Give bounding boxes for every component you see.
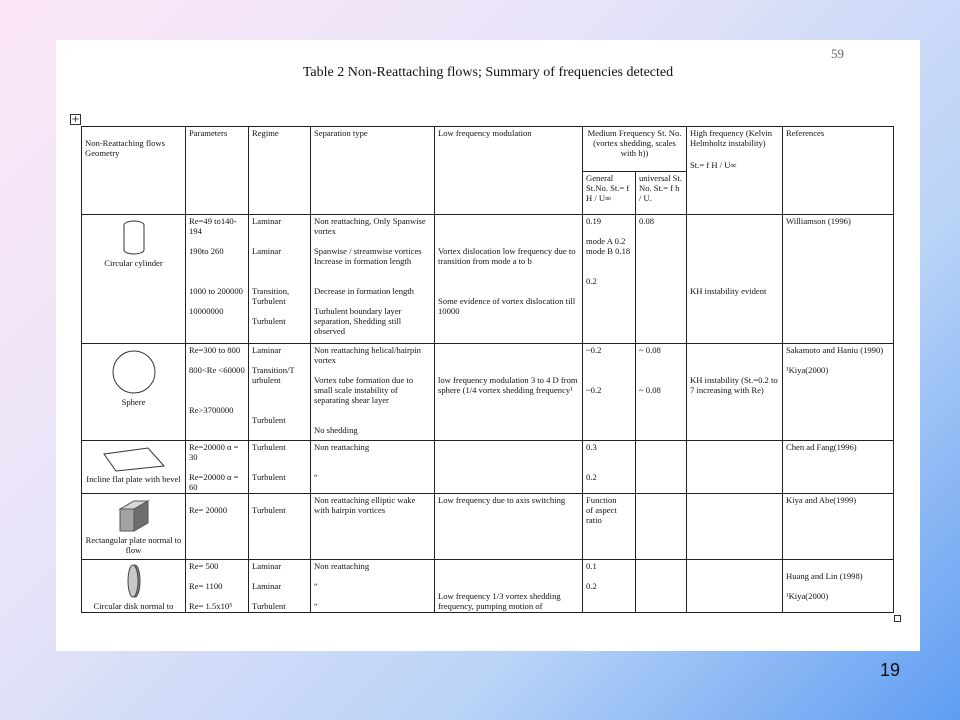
regime-cell: Laminar Laminar Turbulent [249, 560, 311, 613]
table-row [82, 215, 894, 344]
rectangular-plate-shape-icon [116, 499, 152, 533]
general-cell: 0.19 mode A 0.2 mode B 0.18 0.2 [583, 215, 636, 344]
disk-shape-icon [127, 563, 141, 599]
references-cell: Huang and Lin (1998) ¹Kiya(2000) [783, 560, 894, 613]
universal-cell [636, 560, 687, 613]
universal-cell: ~ 0.08 ~ 0.08 [636, 344, 687, 441]
header-parameters: Parameters [186, 127, 249, 215]
geometry-label: Circular cylinder [104, 258, 163, 268]
geometry-cell [82, 344, 186, 441]
references-cell: Chen ad Fang(1996) [783, 441, 894, 494]
geometry-cell [82, 494, 186, 560]
universal-cell [636, 494, 687, 560]
separation-cell: Non reattaching helical/hairpin vortex Vortex tube formation due to small scale instability of separating shear layer No shedding [311, 344, 435, 441]
high-freq-cell: KH instability evident [687, 215, 783, 344]
header-universal: universal St. No. St.= f h / U. [636, 172, 687, 215]
high-freq-cell [687, 560, 783, 613]
high-freq-cell [687, 494, 783, 560]
table-row [82, 344, 894, 441]
parameters-cell: Re= 20000 [186, 494, 249, 560]
low-freq-cell: Low frequency due to axis switching [435, 494, 583, 560]
general-cell: ~0.2 ~0.2 [583, 344, 636, 441]
high-freq-cell: KH instability (St.=0.2 to 7 increasing with Re) [687, 344, 783, 441]
table-resize-handle-icon[interactable] [894, 615, 901, 622]
references-cell: Kiya and Abe(1999) [783, 494, 894, 560]
header-low-freq: Low frequency modulation [435, 127, 583, 215]
low-freq-cell: Vortex dislocation low frequency due to transition from mode a to b Some evidence of vortex dislocation till 10000 [435, 215, 583, 344]
low-freq-cell [435, 441, 583, 494]
general-cell: 0.1 0.2 [583, 560, 636, 613]
regime-cell: Turbulent Turbulent [249, 441, 311, 494]
page-number: 59 [831, 46, 844, 61]
geometry-label: Circular disk normal to [93, 601, 174, 611]
header-medium-freq: Medium Frequency St. No. (vortex shedding, scales with h)) [583, 127, 687, 172]
header-row [82, 127, 894, 172]
high-freq-cell [687, 441, 783, 494]
header-high-freq: High frequency (Kelvin Helmholtz instability) St.= f H / U∞ [687, 127, 783, 215]
geometry-cell [82, 560, 186, 613]
parameters-cell: Re= 500 Re= 1100 Re= 1.5x10⁵ [186, 560, 249, 613]
regime-cell: Turbulent [249, 494, 311, 560]
references-cell: Williamson (1996) [783, 215, 894, 344]
separation-cell: Non reattaching “ “ [311, 560, 435, 613]
table-move-handle-icon[interactable]: + [71, 114, 80, 125]
frequency-table [81, 126, 894, 613]
sphere-shape-icon [111, 349, 157, 395]
parameters-cell: Re=20000 α = 30 Re=20000 α = 60 [186, 441, 249, 494]
table-row [82, 560, 894, 613]
slide-number: 19 [880, 660, 901, 680]
geometry-cell [82, 441, 186, 494]
table-title: Table 2 Non-Reattaching flows; Summary of frequencies detected [302, 65, 674, 80]
header-general: General St.No. St.= f H / U∞ [583, 172, 636, 215]
header-geometry: Non-Reattaching flows Geometry [82, 127, 186, 215]
references-cell: Sakamoto and Haniu (1990) ¹Kiya(2000) [783, 344, 894, 441]
separation-cell: Non reattaching elliptic wake with hairpin vortices [311, 494, 435, 560]
separation-cell: Non reattaching, Only Spanwise vortex Spanwise / streamwise vortices Increase in formation length Decrease in formation length Turbulent boundary layer separation, Shedding still observed [311, 215, 435, 344]
general-cell: 0.3 0.2 [583, 441, 636, 494]
geometry-label: Sphere [121, 397, 146, 407]
document-page [56, 40, 920, 651]
universal-cell: 0.08 [636, 215, 687, 344]
regime-cell: Laminar Laminar Transition, Turbulent Turbulent [249, 215, 311, 344]
table-row [82, 494, 894, 560]
geometry-cell [82, 215, 186, 344]
parameters-cell: Re=300 to 800 800<Re <60000 Re>3700000 [186, 344, 249, 441]
header-regime: Regime [249, 127, 311, 215]
general-cell: Function of aspect ratio [583, 494, 636, 560]
table-row [82, 441, 894, 494]
regime-cell: Laminar Transition/T urbulent Turbulent [249, 344, 311, 441]
parameters-cell: Re=49 to140-194 190to 260 1000 to 200000 10000000 [186, 215, 249, 344]
cylinder-shape-icon [122, 220, 146, 256]
universal-cell [636, 441, 687, 494]
low-freq-cell: Low frequency 1/3 vortex shedding frequency, pumping motion of [435, 560, 583, 613]
inclined-plate-shape-icon [102, 446, 166, 472]
header-references: References [783, 127, 894, 215]
geometry-label: Incline flat plate with bevel [86, 474, 181, 484]
separation-cell: Non reattaching “ [311, 441, 435, 494]
geometry-label: Rectangular plate normal to flow [85, 535, 182, 555]
low-freq-cell: low frequency modulation 3 to 4 D from sphere (1/4 vortex shedding frequency¹ [435, 344, 583, 441]
header-separation: Separation type [311, 127, 435, 215]
